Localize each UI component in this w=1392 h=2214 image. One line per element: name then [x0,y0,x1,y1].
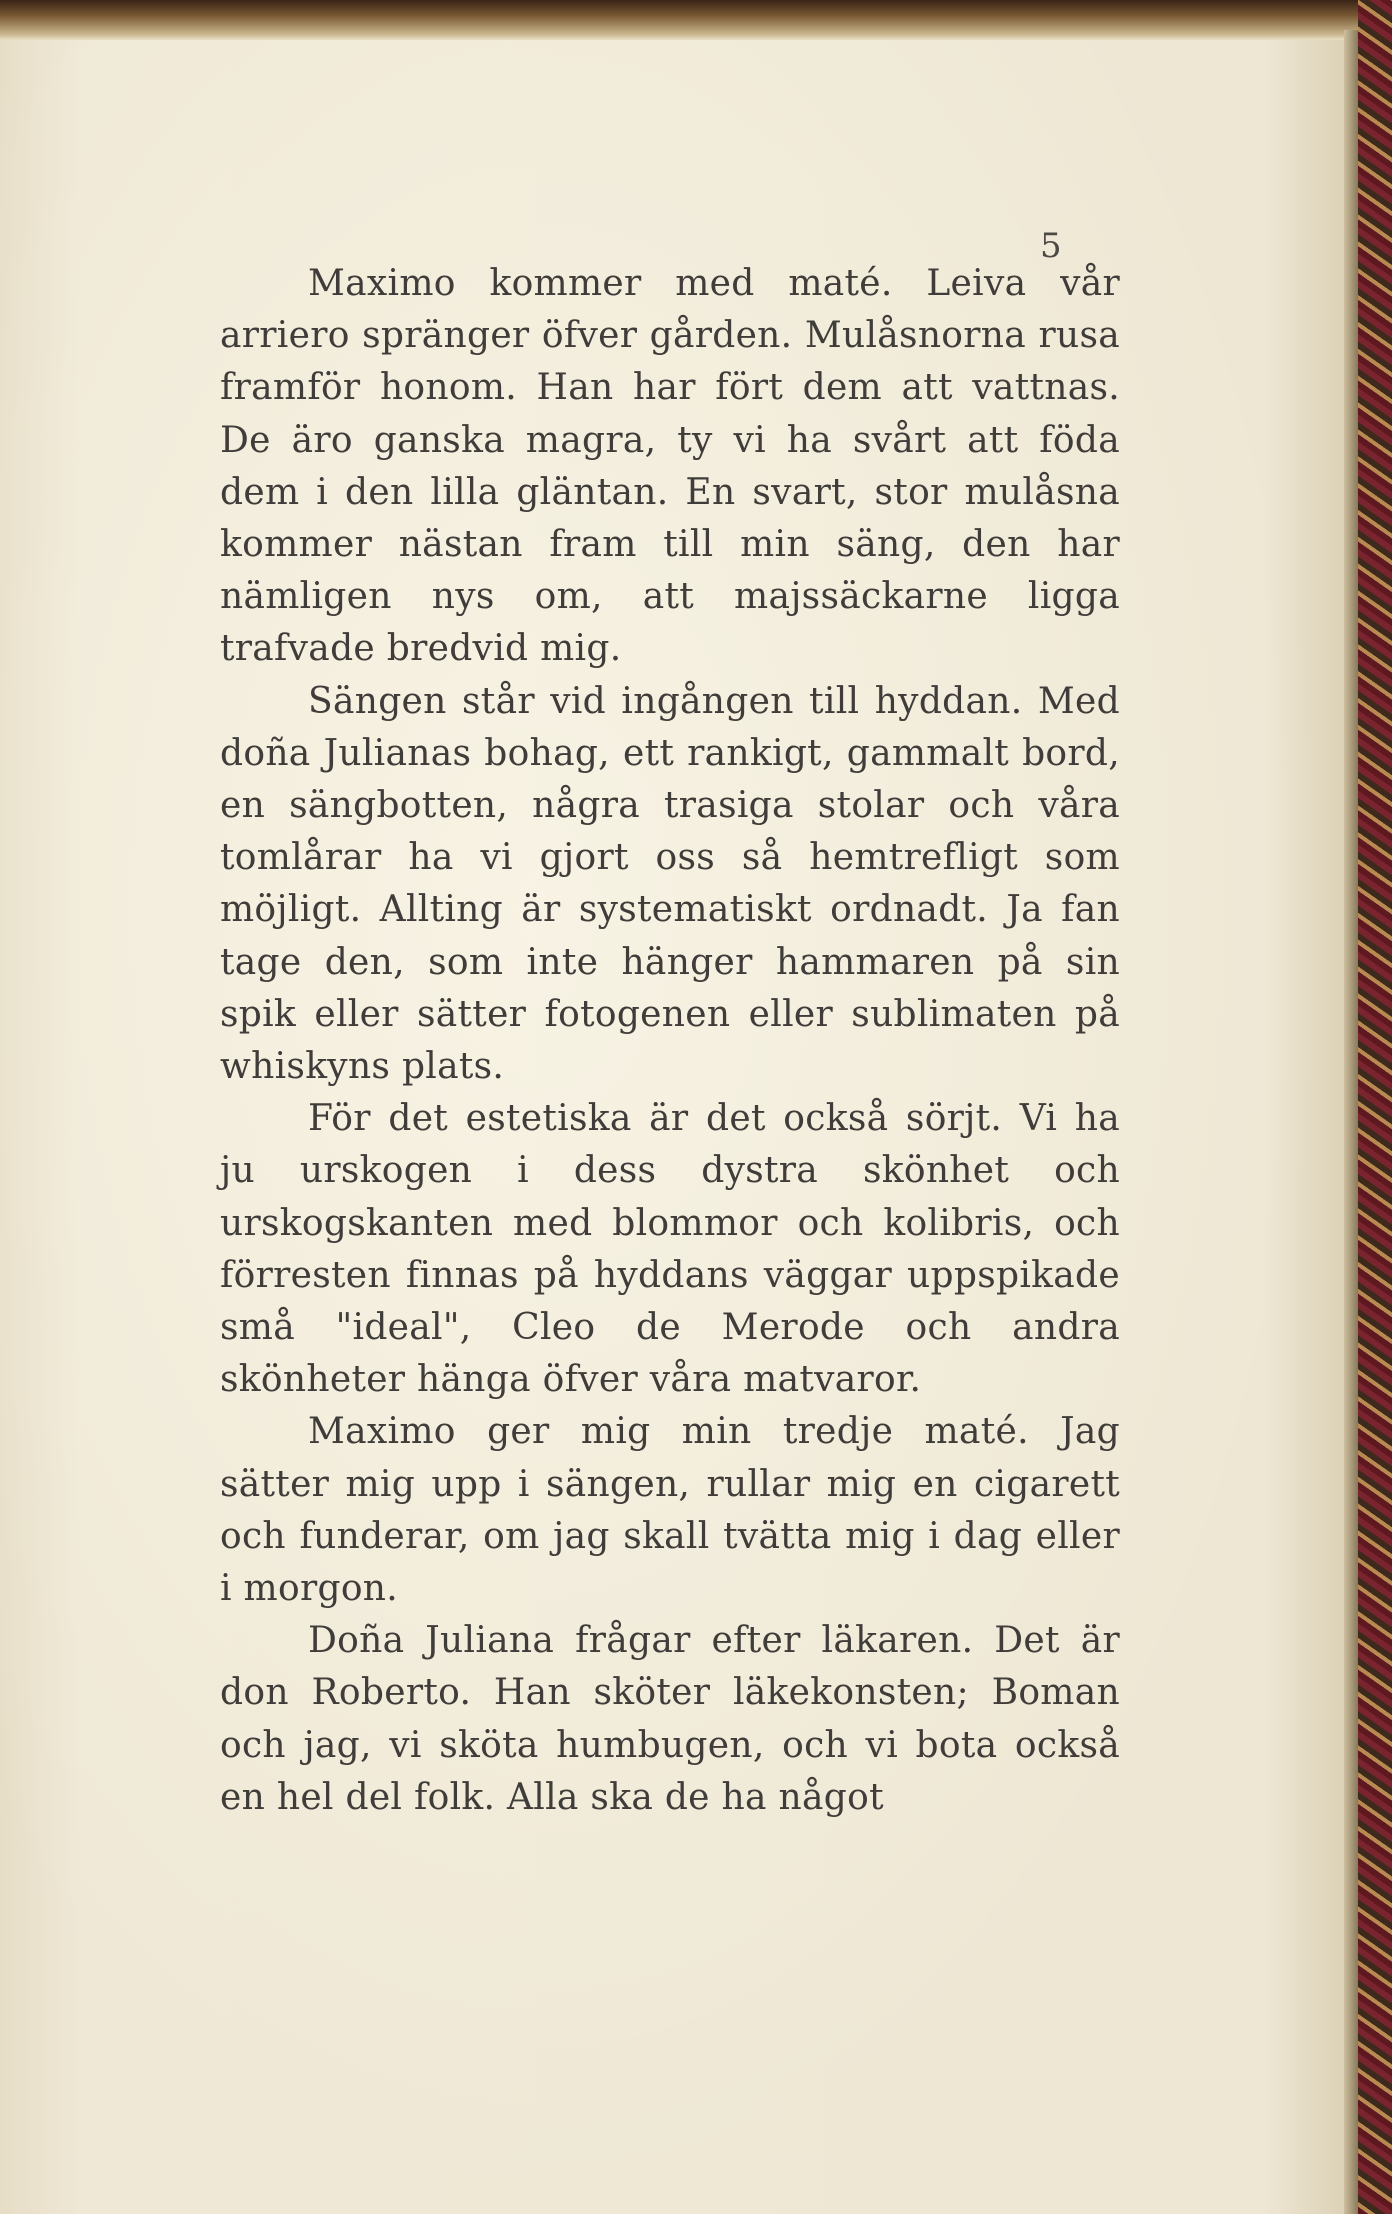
page-number: 5 [1040,226,1062,266]
paragraph-3: För det estetiska är det också sörjt. Vi ha ju urskogen i dess dystra skönhet och urskogskanten med blommor och kolibris, och förresten finnas på hyddans väggar uppspikade små "ideal", Cleo de Merode och andra skönheter hänga öfver våra matvaror. [220,1098,1120,1401]
paragraph-4: Maximo ger mig min tredje maté. Jag sätter mig upp i sängen, rullar mig en cigarett och funderar, om jag skall tvätta mig i dag eller i morgon. [220,1411,1120,1610]
paragraph-1: Maximo kommer med maté. Leiva vår arriero spränger öfver gården. Mulåsnorna rusa framför honom. Han har fört dem att vattnas. De äro ganska magra, ty vi ha svårt att föda dem i den lilla gläntan. En svart, stor mulåsna kommer nästan fram till min säng, den har nämligen nys om, att majssäckarne ligga trafvade bredvid mig. [220,263,1120,670]
page-stack-edge [1344,30,1358,2214]
page-body-text [220,258,1120,1824]
paragraph-5: Doña Juliana frågar efter läkaren. Det är don Roberto. Han sköter läkekonsten; Boman och jag, vi sköta humbugen, och vi bota också en hel del folk. Alla ska de ha något [220,1620,1120,1818]
paragraph-2: Sängen står vid ingången till hyddan. Med doña Julianas bohag, ett rankigt, gammalt bord, en sängbotten, några trasiga stolar och våra tomlårar ha vi gjort oss så hemtrefligt som möjligt. Allting är systematiskt ordnadt. Ja fan tage den, som inte hänger hammaren på sin spik eller sätter fotogenen eller sublimaten på whiskyns plats. [220,680,1120,1088]
book-cover-edge [1358,0,1392,2214]
book-top-binding [0,0,1392,40]
